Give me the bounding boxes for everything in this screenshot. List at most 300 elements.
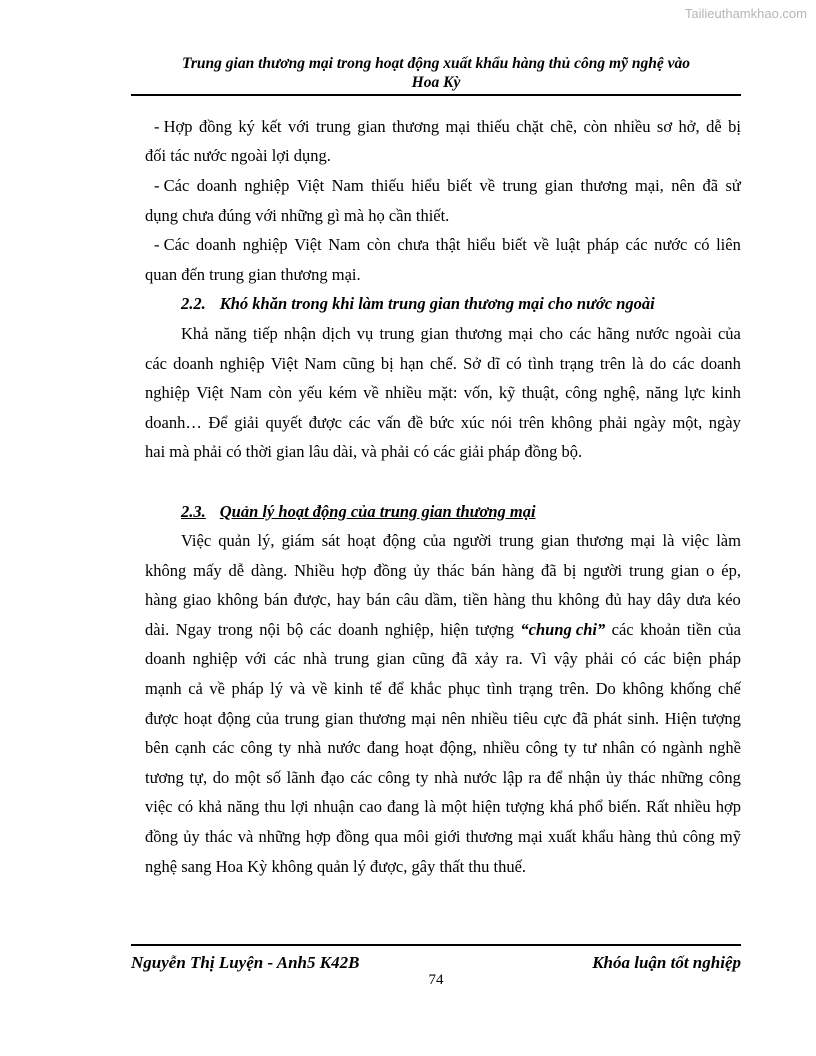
word: năng [227,797,260,817]
word: nhà [303,649,327,669]
word: vốn, [463,383,493,403]
word: đang [366,738,399,758]
word: Rất [645,797,669,817]
word: kỹ [498,383,516,403]
word: nhiều [482,738,520,758]
word: sử [725,175,741,195]
word: vậy [553,649,578,669]
word: phải [598,412,628,432]
word: vụ [356,323,374,343]
word: cũng [342,353,375,373]
word: một [234,767,261,787]
word: gian [357,116,386,136]
page-body [145,112,741,881]
word: pháp [708,649,741,669]
word: ép, [721,560,741,580]
word: động [217,708,251,728]
word: khoản [640,619,681,639]
word: còn [583,116,608,136]
word: những [258,827,301,847]
word: hiểu [411,175,440,195]
word: cạnh [174,738,207,758]
word: phục [448,679,481,699]
word: gian [544,175,574,195]
word: trung [334,649,370,669]
text-line [145,645,741,675]
word: thiếu [371,175,405,195]
word: tiền [686,619,712,639]
word: bị [728,116,741,136]
word: ra [528,767,542,787]
word: trạng [559,353,594,373]
word: công [525,738,558,758]
word: kết [261,116,282,136]
word: Hiện [664,708,697,728]
word: thương [580,175,628,195]
word: dài. [145,619,170,639]
word: kém [328,383,357,403]
word: o [706,560,715,580]
word: và [237,827,254,847]
word: đang [387,797,420,817]
word: mặt: [428,383,458,403]
word: các [569,323,592,343]
running-header [130,54,742,92]
word: các [625,235,648,255]
word: các [672,353,695,373]
word: số [266,767,281,787]
word: xuất [547,827,577,847]
word: được, [293,590,332,610]
word: chặt [516,116,544,136]
word: hay [336,590,361,610]
word: mại [445,116,471,136]
word: hạn [399,353,424,373]
word: phổ [578,797,604,817]
word: dịch [322,323,351,343]
word: có [693,235,710,255]
word: công [240,738,273,758]
word: đạo [320,767,345,787]
word: đồng [336,827,370,847]
word: hoạt [347,531,376,551]
word: ngày [708,412,741,432]
word: biện [673,649,702,669]
word: Ngay [175,619,212,639]
word: trung [284,708,320,728]
word: doanh… [145,412,202,432]
word: kinh [711,383,741,403]
word: động [382,531,416,551]
word: xảy [474,649,499,669]
word: nhà [434,767,458,787]
word: dễ [706,116,722,136]
word: hiện [472,797,501,817]
word: câu [395,590,419,610]
word: công [682,827,715,847]
word: thiếu [476,116,510,136]
text-line [145,526,741,556]
word: Việt [270,353,299,373]
word: công [708,767,741,787]
word: Việc [181,531,212,551]
word: lãnh [286,767,316,787]
word: giới [434,827,461,847]
word: động, [439,738,477,758]
word: trong [217,619,253,639]
word: thác [436,560,465,580]
word: còn [268,383,293,403]
section-number: 2.2. [181,294,206,314]
word: Nhiều [294,560,335,580]
text-line [145,378,741,408]
word: hoạt [183,708,213,728]
word: bức [429,412,455,432]
word: thủ [656,827,678,847]
word: chế. [429,353,457,373]
word: Vì [530,649,547,669]
text-line [145,793,741,823]
word: thác [204,827,233,847]
word: - Các [154,235,190,255]
word: của [256,708,280,728]
text-line: quan đến trung gian thương mại. [145,264,361,284]
word: có [620,649,637,669]
word: người [583,560,623,580]
word: chưa [397,235,430,255]
word: thu [264,797,286,817]
word: luật [555,235,581,255]
word: công [565,383,598,403]
word: các [643,649,666,669]
section-title: Quản lý hoạt động của trung gian thương mại [219,501,536,521]
word: Do [595,679,616,699]
word: tượng [505,797,545,817]
word: dàng. [251,560,288,580]
word: nước [635,323,669,343]
word: việc [145,797,173,817]
text-line: hai mà phải có thời gian lâu dài, và phải có các giải pháp đồng bộ. [145,442,583,462]
word: - Các [154,175,190,195]
word: bán [264,590,288,610]
word: có [506,353,522,373]
word: nội [259,619,281,639]
word: giao [182,590,212,610]
text-line: đối tác nước ngoài lợi dụng. [145,146,331,166]
word: quyết [265,412,303,432]
word: tự, [189,767,208,787]
word: nghiệp [242,235,288,255]
word: các [350,767,373,787]
word: các [145,353,167,373]
word: nghề [708,738,741,758]
word: tiếp [252,323,278,343]
word: bị [380,353,394,373]
word: một, [672,412,703,432]
word: dĩ [487,353,500,373]
page-number: 74 [428,972,444,988]
word: doanh [338,619,379,639]
word: tượng [702,708,741,728]
word: nghiệp, [384,619,434,639]
text-line-with-emphasis [145,615,741,645]
word: các [273,649,296,669]
word: công [377,767,410,787]
word: thương [576,531,624,551]
word: hiểu [467,235,496,255]
text-line [145,349,741,379]
word: hoạt [405,738,434,758]
word: không [217,590,259,610]
word: Nam [331,175,364,195]
word: liên [716,235,741,255]
word: lợi [290,797,309,817]
word: qua [374,827,399,847]
word: ủy [413,560,430,580]
word: đồng [198,116,232,136]
text-line [145,763,741,793]
word: ra. [505,649,523,669]
word: - Hợp [154,116,193,136]
word: nên [671,175,696,195]
word: ủy [605,767,623,787]
word: đã [572,708,589,728]
word: biến. [608,797,641,817]
word: tế [369,679,382,699]
word: đủ [605,590,622,610]
word: để [388,679,404,699]
word: trên [599,353,626,373]
word: hàng [618,827,652,847]
word: làm [716,531,741,551]
word: cả [188,679,203,699]
word: với [244,649,267,669]
word: có [640,738,657,758]
word: không [145,560,187,580]
word: lý, [257,531,275,551]
word: của [422,531,446,551]
word: thật [435,235,461,255]
word: phải [585,649,614,669]
word: là [662,531,675,551]
word: là [424,797,437,817]
word: nước [654,235,688,255]
word: khẩu [581,827,614,847]
word: hợp [341,560,367,580]
word: gian [420,323,449,343]
word: lập [502,767,523,787]
word: để [546,767,563,787]
header-rule [131,94,741,96]
word: Nam [304,353,337,373]
word: doanh [196,175,238,195]
word: dễ [228,560,245,580]
word: năng [646,383,679,403]
text-line [145,112,741,142]
word: tiêu [513,708,538,728]
word: thương [358,708,406,728]
word: doanh [145,649,186,669]
word: sát [321,531,341,551]
text-line [145,704,741,734]
word: gian [670,560,700,580]
word: doanh [700,353,741,373]
word: Để [208,412,228,432]
word: môi [403,827,430,847]
word: mại [518,827,543,847]
word: giám [281,531,315,551]
word: việc [681,531,710,551]
word: nói [491,412,513,432]
word: mại [411,708,437,728]
word: nhân [602,738,635,758]
word: về [209,679,225,699]
word: nhuận [313,797,354,817]
word: hàng [493,590,526,610]
word: bán [471,560,496,580]
word: người [453,531,492,551]
word: dầm, [424,590,458,610]
word: nhiều [385,383,422,403]
text-line [145,230,741,260]
word: đã [451,649,468,669]
word: khắc [410,679,442,699]
word: các [212,738,235,758]
word: khá [549,797,574,817]
text-line [145,556,741,586]
word: dưa [686,590,712,610]
word: ty [415,767,429,787]
section-title: Khó khăn trong khi làm trung gian thương mại cho nước ngoài [219,294,655,314]
word: doanh [195,235,237,255]
word: với [287,116,310,136]
word: ngành [662,738,703,758]
word: Việt [196,383,224,403]
word: dây [657,590,681,610]
word: năng [214,323,247,343]
word: nước [327,738,361,758]
text-line [145,822,741,852]
text-line: nghệ sang Hoa Kỳ không quản lý được, gây thất thu thuế. [145,856,527,876]
word: trung [502,175,538,195]
word: biết [447,175,473,195]
word: ty [563,738,577,758]
word: giải [234,412,259,432]
word: mại [630,531,656,551]
footer-doc-type: Khóa luận tốt nghiệp [592,953,741,972]
word: lý [270,679,284,699]
word: do [212,767,230,787]
word: đã [702,175,719,195]
word: có [177,797,194,817]
word: kinh [333,679,364,699]
word: trung [498,531,534,551]
word: bị [563,560,577,580]
word: do [649,353,667,373]
word: còn [366,235,391,255]
word: pháp [586,235,619,255]
word: tương [145,767,184,787]
word: cao [359,797,382,817]
word: đề [407,412,424,432]
word: một [441,797,467,817]
header-line-2: Hoa Kỳ [411,74,461,91]
word: các [309,619,332,639]
word: trên. [559,679,590,699]
word: vấn [377,412,401,432]
section-heading-2-3 [145,497,741,527]
word: trên [518,412,545,432]
word: thương [465,827,513,847]
word: cũng [412,649,445,669]
word: hợp [305,827,331,847]
word: trạng [518,679,553,699]
text-line: dụng chưa đúng với những gì mà họ cần thiết. [145,205,450,225]
word: bán [366,590,391,610]
word: Việt [294,235,322,255]
word: mấy [193,560,222,580]
word: không [558,590,600,610]
emphasis-term: “chung chi” [520,619,606,639]
section-number: 2.3. [181,501,206,521]
word: tiền [462,590,488,610]
word: gian [540,531,570,551]
word: nghệ, [603,383,640,403]
word: bộ [286,619,304,639]
word: ký [238,116,255,136]
text-line [145,319,741,349]
word: mại [508,323,534,343]
word: những [661,767,704,787]
word: chế [717,679,741,699]
word: gian [324,708,354,728]
text-line [145,586,741,616]
word: nhà [297,738,322,758]
word: xúc [460,412,485,432]
word: nghiệp [244,175,290,195]
word: trung [315,116,351,136]
text-line [145,674,741,704]
word: thương [455,323,503,343]
word: hàng [502,560,535,580]
word: thương [392,116,440,136]
word: về [479,175,496,195]
word: tình [527,353,554,373]
word: về [533,235,549,255]
word: mạnh [145,679,182,699]
word: các [348,412,371,432]
word: thác [628,767,656,787]
word: hàng [145,590,178,610]
word: Việt [296,175,325,195]
word: không [622,679,664,699]
word: nhiều [673,797,711,817]
word: được [308,412,342,432]
header-line-1: Trung gian thương mại trong hoạt động xuất khẩu hàng thủ công mỹ nghệ vào [181,55,690,72]
word: của [718,619,741,639]
word: Nam [229,383,263,403]
word: sinh. [627,708,660,728]
word: khống [670,679,712,699]
word: quản [218,531,251,551]
word: ngày [633,412,666,432]
word: nhận [283,323,316,343]
word: các [611,619,634,639]
text-line [145,733,741,763]
word: của [717,323,741,343]
text-line [145,171,741,201]
word: sơ [656,116,673,136]
